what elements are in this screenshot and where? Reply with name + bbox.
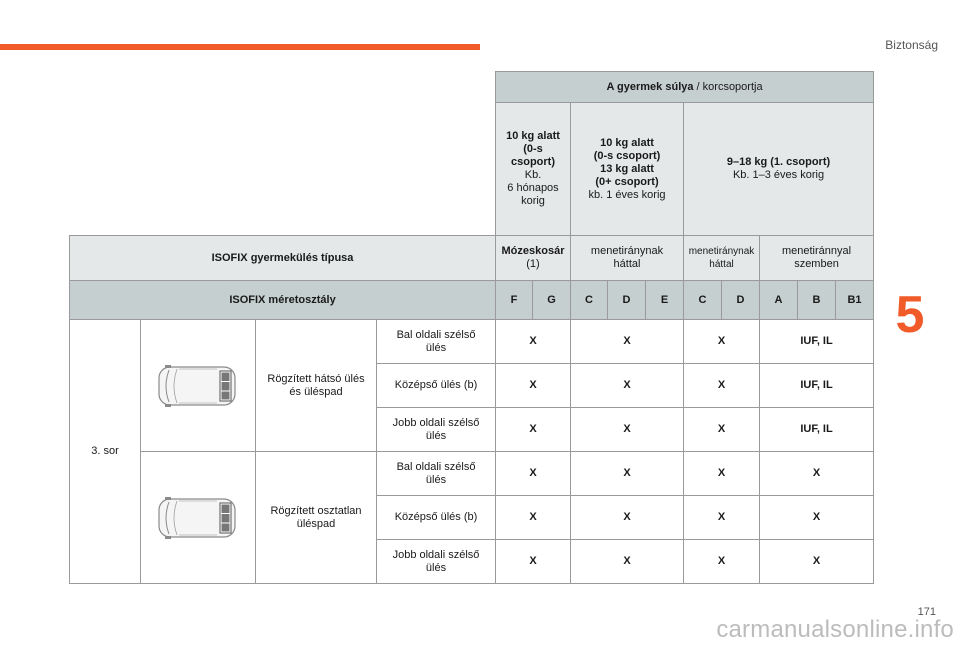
group-0-header: 10 kg alatt (0-s csoport) Kb. 6 hónapos korig <box>496 103 571 236</box>
weight-header: A gyermek súlya / korcsoportja <box>496 72 874 103</box>
size-class-cell: F <box>496 281 533 320</box>
size-class-cell: D <box>608 281 646 320</box>
table-row <box>70 320 874 364</box>
value-cell: X <box>684 496 760 540</box>
value-cell: X <box>571 540 684 584</box>
seat-type-carrycot: Mózeskosár (1) <box>496 236 571 281</box>
value-cell: X <box>571 408 684 452</box>
value-cell: X <box>571 452 684 496</box>
seat-type-forward-facing: menetiránnyal szemben <box>760 236 874 281</box>
seat-type-rear-facing-2: menetiránynak háttal <box>684 236 760 281</box>
seat-position: Középső ülés (b) <box>377 496 496 540</box>
seat-position: Bal oldali szélső ülés <box>377 320 496 364</box>
size-class-cell: G <box>533 281 571 320</box>
seat-diagram-cell <box>141 320 256 452</box>
bench-type: Rögzített hátsó ülés és üléspad <box>256 320 377 452</box>
value-cell: X <box>496 408 571 452</box>
seat-position: Bal oldali szélső ülés <box>377 452 496 496</box>
value-cell: X <box>496 320 571 364</box>
table-corner <box>70 72 496 236</box>
section-title: Biztonság <box>885 38 938 52</box>
value-cell: X <box>760 452 874 496</box>
van-top-view-icon <box>157 496 239 540</box>
value-cell: X <box>760 540 874 584</box>
orange-header-bar <box>0 44 480 50</box>
value-cell: X <box>571 320 684 364</box>
value-cell: IUF, IL <box>760 364 874 408</box>
row-label: 3. sor <box>70 320 141 584</box>
value-cell: IUF, IL <box>760 320 874 364</box>
size-class-cell: B1 <box>836 281 874 320</box>
value-cell: X <box>571 496 684 540</box>
value-cell: X <box>684 408 760 452</box>
size-class-cell: D <box>722 281 760 320</box>
value-cell: X <box>496 364 571 408</box>
seat-position: Jobb oldali szélső ülés <box>377 408 496 452</box>
value-cell: X <box>496 496 571 540</box>
seat-position: Jobb oldali szélső ülés <box>377 540 496 584</box>
value-cell: X <box>496 452 571 496</box>
page-number: 171 <box>917 606 936 618</box>
value-cell: IUF, IL <box>760 408 874 452</box>
size-class-cell: C <box>684 281 722 320</box>
seat-diagram-cell <box>141 452 256 584</box>
isofix-seat-table <box>69 71 874 584</box>
value-cell: X <box>571 364 684 408</box>
watermark: carmanualsonline.info <box>716 616 954 643</box>
table-row <box>70 452 874 496</box>
value-cell: X <box>684 540 760 584</box>
value-cell: X <box>684 320 760 364</box>
value-cell: X <box>684 364 760 408</box>
size-class-label: ISOFIX méretosztály <box>70 281 496 320</box>
value-cell: X <box>684 452 760 496</box>
isofix-type-label: ISOFIX gyermekülés típusa <box>70 236 496 281</box>
size-class-cell: E <box>646 281 684 320</box>
seat-type-rear-facing-1: menetiránynak háttal <box>571 236 684 281</box>
chapter-number: 5 <box>895 286 925 344</box>
seat-position: Középső ülés (b) <box>377 364 496 408</box>
size-class-cell: A <box>760 281 798 320</box>
value-cell: X <box>760 496 874 540</box>
group-0plus-header: 10 kg alatt (0-s csoport) 13 kg alatt (0+ csoport) kb. 1 éves korig <box>571 103 684 236</box>
bench-type: Rögzített osztatlan üléspad <box>256 452 377 584</box>
value-cell: X <box>496 540 571 584</box>
size-class-cell: B <box>798 281 836 320</box>
size-class-cell: C <box>571 281 608 320</box>
group-1-header: 9–18 kg (1. csoport) Kb. 1–3 éves korig <box>684 103 874 236</box>
van-top-view-icon <box>157 364 239 408</box>
